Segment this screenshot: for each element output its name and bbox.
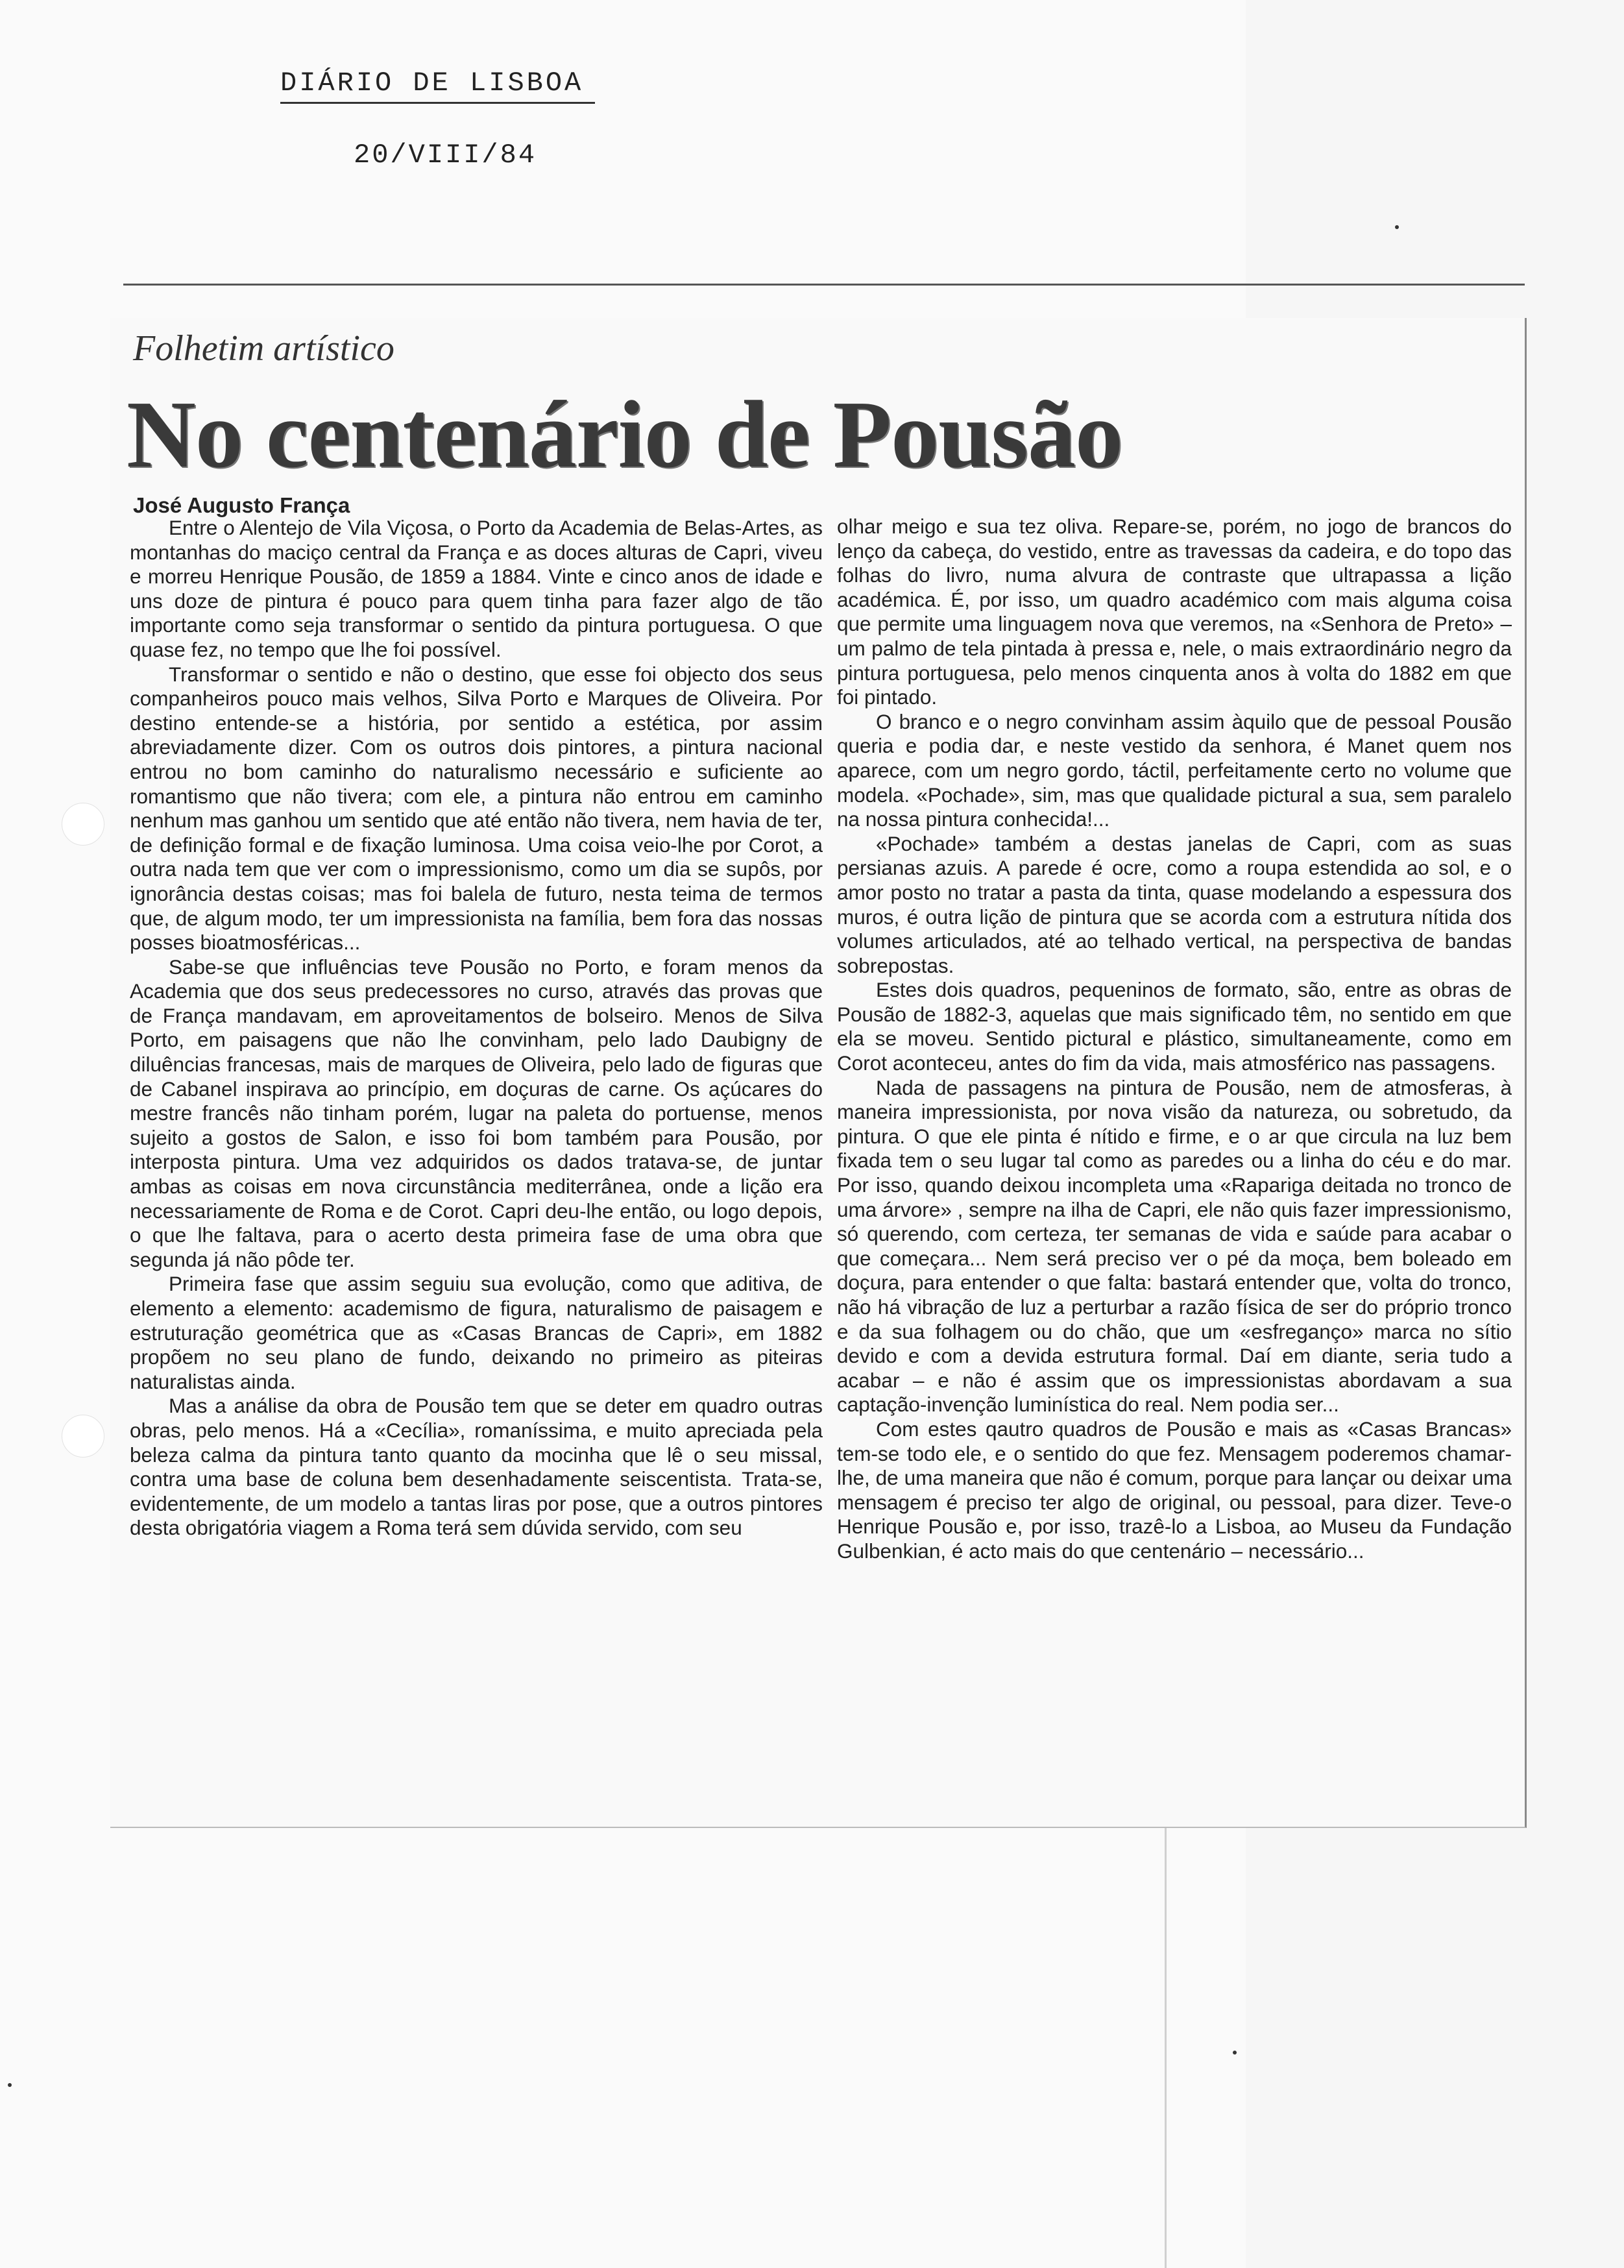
punch-hole bbox=[62, 803, 104, 846]
article-byline: José Augusto França bbox=[133, 493, 350, 517]
paper-edge bbox=[1165, 1823, 1167, 2268]
newspaper-clipping bbox=[110, 318, 1527, 1828]
newspaper-name-text: DIÁRIO DE LISBOA bbox=[280, 67, 584, 99]
paragraph: Estes dois quadros, pequeninos de formato, são, entre as obras de Pousão de 1882-3, aquelas que mais significado têm, no sentido em que ela se moveu. Sentido pictural e plástico, simultaneamente, como em Corot aconteceu, antes do fim da vida, mais atmosférico nas passagens. bbox=[837, 978, 1512, 1075]
speck bbox=[1233, 2051, 1237, 2055]
paragraph: Sabe-se que influências teve Pousão no Porto, e foram menos da Academia que dos seus predecessores no curso, através das provas que de França mandavam, em aproveitamentos de bolseiro. Menos de Silva Porto, em paisagens que não lhe convinham, pelo lado Daubigny de diluências francesas, mais de marques de Oliveira, pelo lado de figuras que de Cabanel inspirava ao princípio, em doçuras de carne. Os açúcares do mestre francês não tinham porém, lugar na paleta do portuense, menos sujeito a gostos de Salon, e isso foi bom também para Pousão, por interposta pintura. Uma vez adquiridos os dados tratava-se, de juntar ambas as coisas em nova circunstância mediterrânea, onde a lição era necessariamente de Roma e de Corot. Capri deu-lhe então, ou logo depois, o que lhe faltava, para o acerto desta primeira fase de uma obra que segunda já não pôde ter. bbox=[130, 955, 823, 1271]
paragraph: Nada de passagens na pintura de Pousão, nem de atmosferas, à maneira impressionista, por nova visão da natureza, ou sobretudo, da pintura. O que ele pinta é nítido e firme, e o ar que circula na luz bem fixada tem o seu lugar tal como as paredes ou a linha do céu e do mar. Por isso, quando deixou incompleta uma «Rapariga deitada no tronco de uma árvore» , sempre na ilha de Capri, ele não quis fazer impressionismo, só querendo, com certeza, ter semanas de vida e saúde para acabar o que começara... Nem será preciso ver o pé da moça, bem boleado em doçura, para entender o que falta: bastará entender que, volta do tronco, não há vibração de luz a perturbar a razão física de ser do próprio tronco e da sua folhagem ou do chão, que um «esfreganço» marca no sítio devido e com a devida estrutura formal. Daí em diante, seria tudo a acabar – e não é assim que os impressionistas abordavam a sua captação-invenção luminística do real. Nem podia ser... bbox=[837, 1075, 1512, 1417]
paragraph: Com estes qautro quadros de Pousão e mais as «Casas Brancas» tem-se todo ele, e o sentido do que fez. Mensagem poderemos chamar-lhe, de uma maneira que não é comum, porque para lançar ou deixar uma mensagem é preciso ter algo de original, ou pessoal, para dizer. Teve-o Henrique Pousão e, por isso, trazê-lo a Lisboa, ao Museu da Fundação Gulbenkian, é acto mais do que centenário – necessário... bbox=[837, 1417, 1512, 1563]
paragraph: Mas a análise da obra de Pousão tem que se deter em quadro outras obras, pelo menos. Há a «Cecília», romaníssima, e muito apreciada pela beleza calma da pintura tanto quanto da mocinha que lê o seu missal, contra uma base de coluna bem desenhadamente seiscentista. Trata-se, evidentemente, de um modelo a tantas liras por pose, que a outros pintores desta obrigatória viagem a Roma terá sem dúvida servido, com seu bbox=[130, 1394, 823, 1540]
right-column bbox=[837, 515, 1512, 1564]
paragraph: Entre o Alentejo de Vila Viçosa, o Porto da Academia de Belas-Artes, as montanhas do maciço central da França e as doces alturas de Capri, viveu e morreu Henrique Pousão, de 1859 a 1884. Vinte e cinco anos de idade e uns doze de pintura é pouco para quem tinha para fazer algo de tão importante como seja transformar o sentido da pintura portuguesa. O que quase fez, no tempo que lhe foi possível. bbox=[130, 516, 823, 661]
newspaper-name bbox=[280, 67, 583, 99]
left-column bbox=[130, 516, 823, 1541]
paragraph: Primeira fase que assim seguiu sua evolução, como que aditiva, de elemento a elemento: academismo de figura, naturalismo de paisagem e estruturação geométrica que as «Casas Brancas de Capri», em 1882 propõem no seu plano de fundo, deixando no primeiro as piteiras naturalistas ainda. bbox=[130, 1272, 823, 1393]
article-headline: No centenário de Pousão bbox=[127, 382, 1122, 488]
paragraph: «Pochade» também a destas janelas de Capri, com as suas persianas azuis. A parede é ocre, como a roupa estendida ao sol, e o amor posto no tratar a pasta da tinta, quase modelando a espessura dos muros, é outra lição de pintura que se acorda com a estrutura nítida dos volumes articulados, até ao telhado vertical, na perspectiva de bandas sobrepostas. bbox=[837, 831, 1512, 977]
top-rule bbox=[123, 284, 1525, 286]
newspaper-underline bbox=[280, 102, 595, 104]
paragraph: O branco e o negro convinham assim àquilo que de pessoal Pousão queria e podia dar, e neste vestido da senhora, é Manet quem nos aparece, com um negro gordo, táctil, perfeitamente certo no volume que modela. «Pochade», sim, mas que qualidade pictural a sua, sem paralelo na nossa pintura conhecida!... bbox=[837, 709, 1512, 831]
article-kicker: Folhetim artístico bbox=[133, 328, 394, 369]
punch-hole bbox=[62, 1415, 104, 1457]
speck bbox=[8, 2083, 12, 2087]
clipping-date: 20/VIII/84 bbox=[354, 140, 537, 171]
speck bbox=[1395, 225, 1399, 229]
paragraph: Transformar o sentido e não o destino, que esse foi objecto dos seus companheiros pouco mais velhos, Silva Porto e Marques de Oliveira. Por destino entende-se a história, por sentido a estética, por assim abreviadamente dizer. Com os outros dois pintores, a pintura nacional entrou no bom caminho do naturalismo necessário e suficiente ao romantismo que não tivera; com ele, a pintura não entrou em caminho nenhum mas ganhou um sentido que até então não tivera, nem havia de ter, de definição formal e de fixação luminosa. Uma coisa veio-lhe por Corot, a outra nada tem que ver com o impressionismo, como um dia se supôs, por ignorância destas coisas; mas foi balela de futuro, nesta teima de termos que, de algum modo, ter um impressionista na família, bem fora das nossas posses bioatmosféricas... bbox=[130, 662, 823, 955]
paragraph: olhar meigo e sua tez oliva. Repare-se, porém, no jogo de brancos do lenço da cabeça, do vestido, entre as travessas da cadeira, e do topo das folhas do livro, numa alvura de contraste que ultrapassa a lição académica. É, por isso, um quadro académico com mais alguma coisa que permite uma linguagem nova que veremos, na «Senhora de Preto» – um palmo de tela pintada à pressa e, nele, o mais extraordinário negro da pintura portuguesa, pelo menos cinquenta anos à volta do 1882 em que foi pintado. bbox=[837, 515, 1512, 709]
